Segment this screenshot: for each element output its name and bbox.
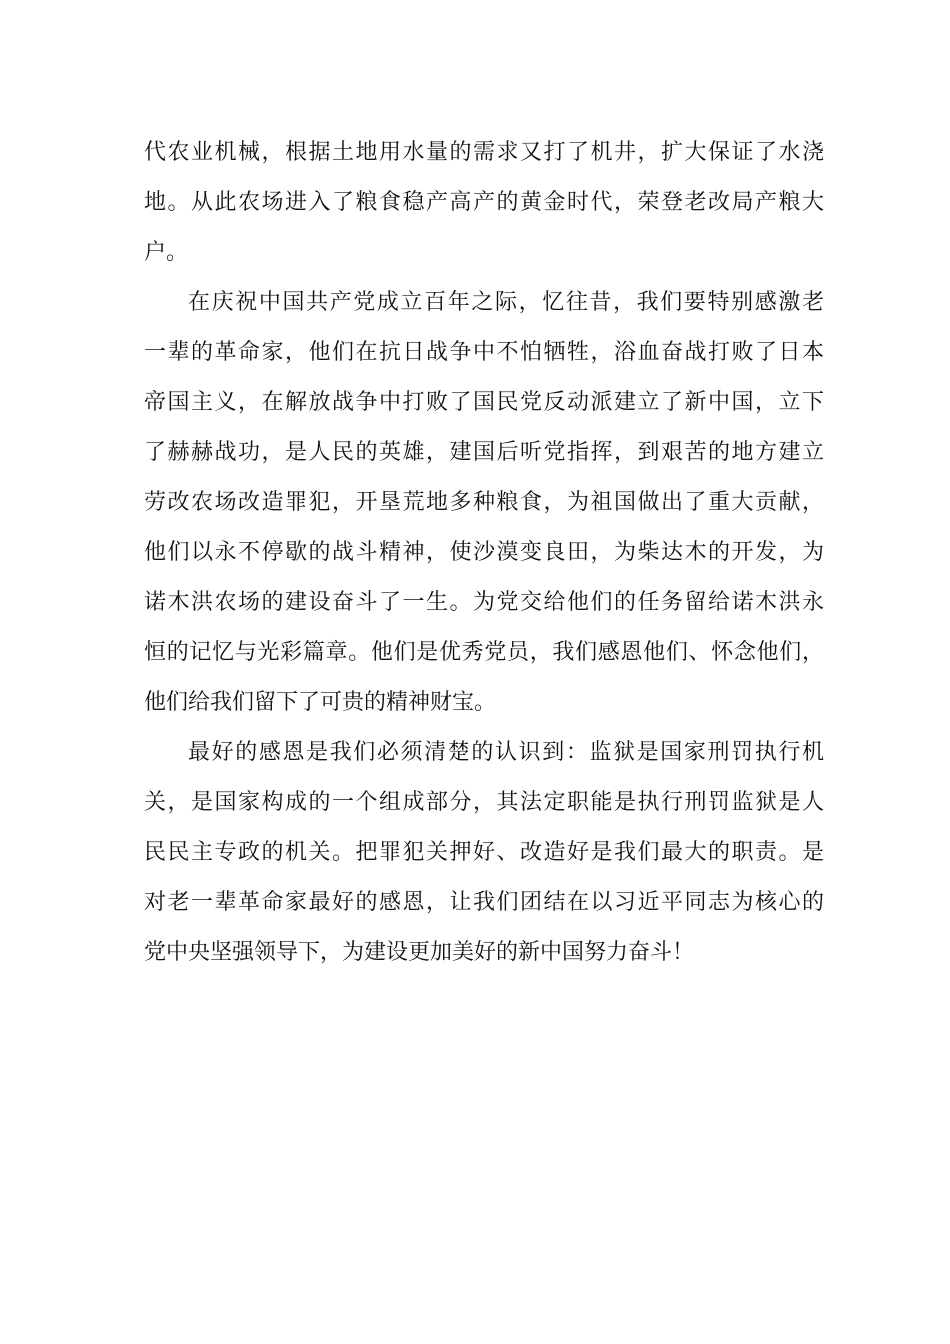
- body-text: [144, 128, 824, 978]
- text-line: 帝国主义，在解放战争中打败了国民党反动派建立了新中国，立下: [144, 390, 824, 415]
- text-line: 户。: [144, 240, 189, 265]
- text-line: 他们以永不停歇的战斗精神，使沙漠变良田，为柴达木的开发，为: [144, 540, 824, 565]
- text-line: 民民主专政的机关。把罪犯关押好、改造好是我们最大的职责。是: [144, 840, 824, 865]
- text-line: 在庆祝中国共产党成立百年之际，忆往昔，我们要特别感激老: [188, 290, 824, 315]
- paragraph-3: [144, 728, 824, 978]
- paragraph-2: [144, 278, 824, 728]
- text-line: 他们给我们留下了可贵的精神财宝。: [144, 690, 497, 715]
- text-line: 恒的记忆与光彩篇章。他们是优秀党员，我们感恩他们、怀念他们，: [144, 640, 824, 665]
- text-line: 最好的感恩是我们必须清楚的认识到：监狱是国家刑罚执行机: [188, 740, 824, 765]
- text-line: 党中央坚强领导下，为建设更加美好的新中国努力奋斗！: [144, 940, 695, 965]
- text-line: 劳改农场改造罪犯，开垦荒地多种粮食，为祖国做出了重大贡献，: [144, 490, 824, 515]
- text-line: 了赫赫战功，是人民的英雄，建国后听党指挥，到艰苦的地方建立: [144, 440, 824, 465]
- text-line: 地。从此农场进入了粮食稳产高产的黄金时代，荣登老改局产粮大: [144, 190, 824, 215]
- text-line: 诺木洪农场的建设奋斗了一生。为党交给他们的任务留给诺木洪永: [144, 590, 824, 615]
- text-line: 代农业机械，根据土地用水量的需求又打了机井，扩大保证了水浇: [144, 140, 824, 165]
- text-line: 对老一辈革命家最好的感恩，让我们团结在以习近平同志为核心的: [144, 890, 824, 915]
- paragraph-1: [144, 128, 824, 278]
- text-line: 一辈的革命家，他们在抗日战争中不怕牺牲，浴血奋战打败了日本: [144, 340, 824, 365]
- text-line: 关，是国家构成的一个组成部分，其法定职能是执行刑罚监狱是人: [144, 790, 824, 815]
